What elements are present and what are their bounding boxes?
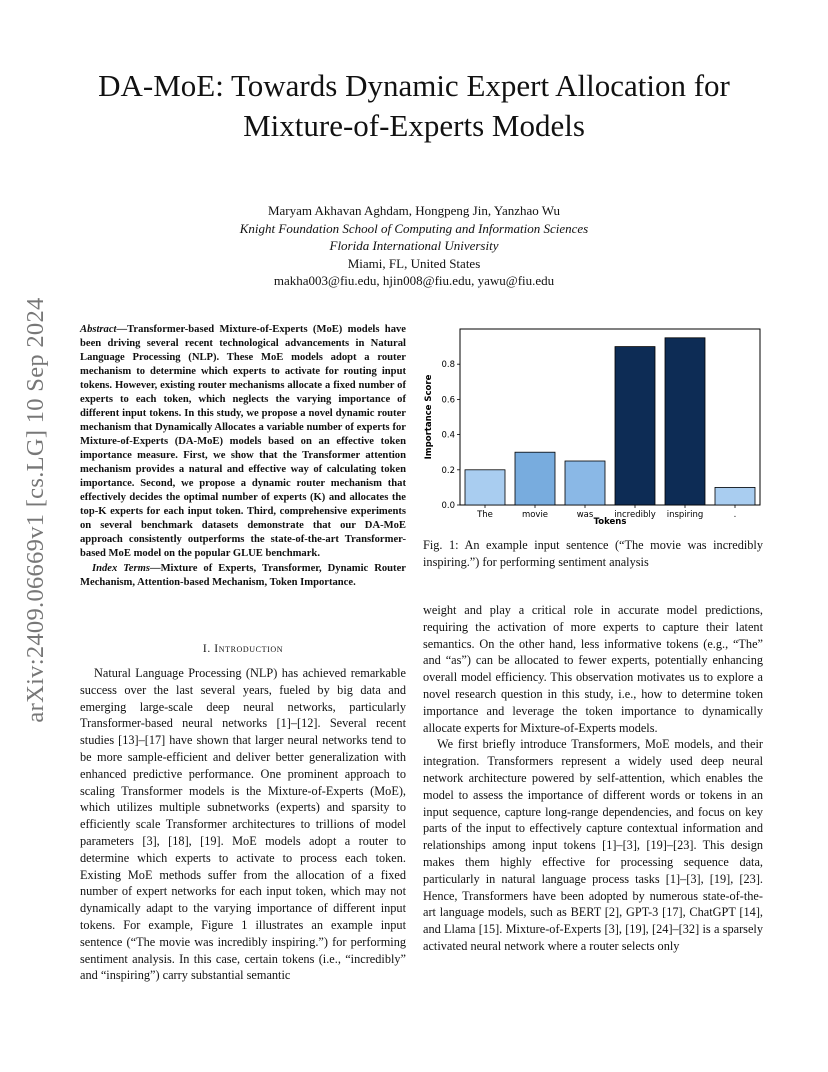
x-tick-label-3: incredibly	[614, 510, 656, 520]
x-tick-label-2: was	[576, 510, 594, 520]
y-ticks	[441, 360, 460, 511]
bar-1	[515, 452, 555, 505]
bar-4	[665, 338, 705, 505]
x-tick-label-5: .	[733, 510, 737, 520]
bar-3	[615, 347, 655, 505]
title-line-2: Mixture-of-Experts Models	[243, 108, 585, 143]
importance-chart	[418, 326, 768, 532]
author-school: Knight Foundation School of Computing and Information Sciences	[239, 220, 589, 236]
paper-title	[0, 66, 828, 146]
right-column	[423, 602, 763, 955]
right-paragraph-2: We first briefly introduce Transformers, MoE models, and their integration. Transformers represent a widely used deep neural network architecture powered by self-attention, which enables the model to assess the importance of different words or tokens in an input sequence, capture long-range dependencies, and focus on key parts of the input to effectively capture contextual information and relationships among input tokens [1]–[3], [19]–[23]. This design makes them highly effective for processing sequence data, particularly in natural language process tasks [1]–[3], [19], [23]. Hence, Transformers have been adopted by numerous state-of-the-art language models, such as BERT [2], GPT-3 [17], ChatGPT [14], and Llama [15]. Mixture-of-Experts [3], [19], [24]–[32] is a sparsely activated neural network where a router selects only	[423, 737, 763, 953]
author-university: Florida International University	[329, 238, 499, 253]
y-tick-label-3: 0.6	[441, 395, 455, 406]
bar-5	[715, 487, 755, 505]
x-tick-label-0: The	[477, 510, 493, 520]
y-tick-label-1: 0.2	[441, 465, 455, 476]
intro-paragraph: Natural Language Processing (NLP) has achieved remarkable success over the last several years, fueled by big data and emerging large-scale deep neural networks, particularly Transformer-based neural networks [1]–[12]. Several recent studies [13]–[17] have shown that larger neural networks tend to be more sample-efficient and deliver better generalization with enhanced predictive performance. One prominent approach to scaling Transformer models is the Mixture-of-Experts (MoE), which utilizes multiple subnetworks (experts) and sparsity to efficiently scale Transformer architectures to trillions of model parameters [3], [18], [19]. MoE models adopt a router to determine which experts to activate to process each token. Existing MoE methods suffer from the allocation of a fixed number of expert networks for each input token, which may not dynamically adapt to the varying importance of different input tokens. For example, Figure 1 illustrates an example input sentence (“The movie was incredibly inspiring.”) for performing sentiment analysis. In this case, certain tokens (i.e., “incredibly” and “inspiring”) carry substantial semantic	[80, 666, 406, 983]
x-tick-label-4: inspiring	[666, 510, 704, 520]
index-terms	[80, 562, 406, 590]
bar-2	[565, 461, 605, 505]
x-axis-label: Tokens	[593, 517, 627, 527]
author-emails: makha003@fiu.edu, hjin008@fiu.edu, yawu@fiu.edu	[273, 273, 555, 288]
section-heading: I. Introduction	[202, 643, 284, 655]
author-block	[0, 202, 828, 290]
index-terms-text: —Mixture of Experts, Transformer, Dynamic Router Mechanism, Attention-based Mechanism, Token Importance.	[80, 563, 406, 588]
y-tick-label-0: 0.0	[441, 501, 455, 511]
intro-column	[80, 665, 406, 984]
abstract	[80, 323, 406, 590]
abstract-lead: Abstract	[80, 324, 117, 335]
abstract-text: —Transformer-based Mixture-of-Experts (MoE) models have been driving several recent technological advancements in Natural Language Processing (NLP). These MoE models adopt a router mechanism to determine which experts to activate for routing input tokens. However, existing router mechanisms allocate a fixed number of experts to each token, which neglects the varying importance of different input tokens. In this study, we propose a novel dynamic router mechanism that Dynamically Allocates a variable number of experts for Mixture-of-Experts (DA-MoE) models based on an effective token importance measure. First, we show that the Transformer attention mechanism provides a natural and effective way of calculating token importance. Second, we propose a dynamic router mechanism that effectively decides the optimal number of experts (K) and allocates the top-K experts for each input token. Third, comprehensive experiments on several benchmark datasets demonstrate that our DA-MoE approach consistently outperforms the state-of-the-art Transformer-based MoE model on the popular GLUE benchmark.	[80, 324, 406, 559]
y-tick-label-4: 0.8	[441, 360, 455, 371]
arxiv-stamp	[22, 290, 50, 730]
y-axis-label: Importance Score	[424, 374, 434, 460]
index-terms-lead: Index Terms	[92, 563, 150, 574]
arxiv-stamp-text: arXiv:2409.06669v1 [cs.LG] 10 Sep 2024	[22, 297, 49, 723]
x-tick-label-1: movie	[521, 510, 549, 520]
y-tick-label-2: 0.4	[441, 430, 455, 441]
right-paragraph-1: weight and play a critical role in accurate model predictions, requiring the activation of more experts to capture their latent semantics. On the other hand, less informative tokens (e.g., “The” and “as”) can be allocated to fewer experts, potentially enhancing overall model efficiency. This observation motivates us to explore a novel research question in this study, i.e., how to determine token importance and leverage the token importance to dynamically allocate experts for Mixture-of-Experts models.	[423, 603, 763, 735]
author-location: Miami, FL, United States	[347, 255, 481, 271]
title-line-1: DA-MoE: Towards Dynamic Expert Allocation for	[98, 68, 730, 103]
figure-caption: Fig. 1: An example input sentence (“The movie was incredibly inspiring.”) for performing sentiment analysis	[423, 538, 763, 569]
author-names: Maryam Akhavan Aghdam, Hongpeng Jin, Yanzhao Wu	[267, 203, 561, 218]
bars-layer	[465, 338, 755, 505]
bar-0	[465, 470, 505, 505]
